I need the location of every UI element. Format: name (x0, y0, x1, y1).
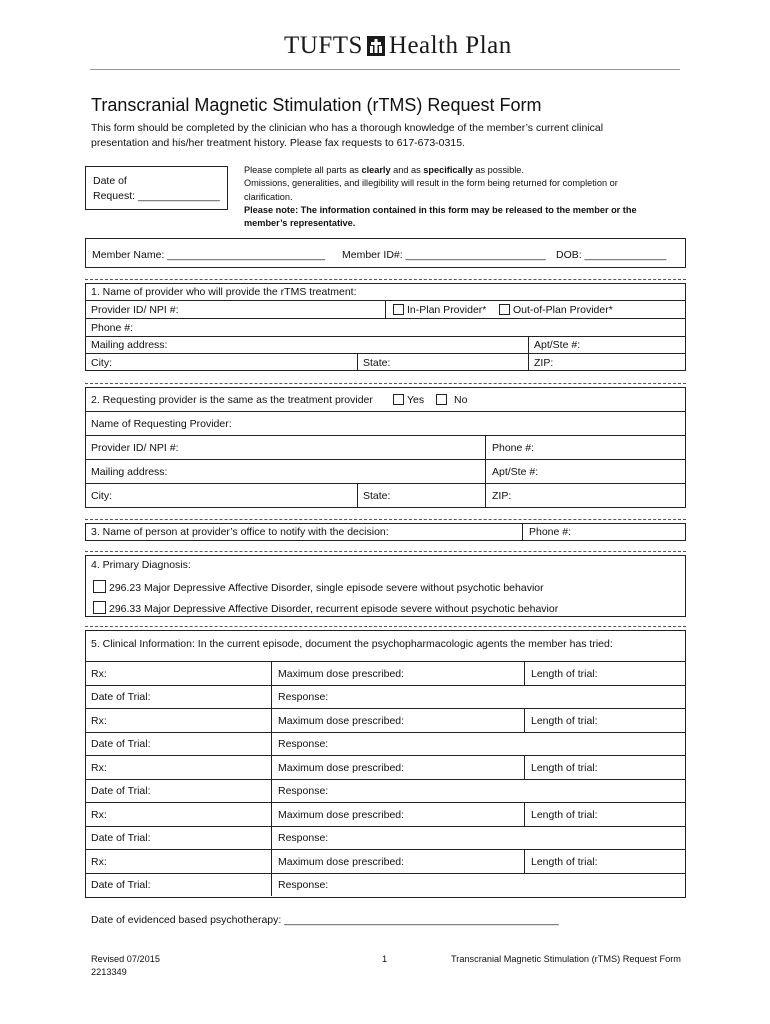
response-field[interactable]: Response: (278, 691, 329, 703)
member-id-field[interactable]: Member ID#: ________________________ (342, 249, 546, 261)
rx-field[interactable]: Rx: (91, 715, 107, 727)
in-plan-checkbox[interactable] (393, 304, 404, 315)
section2-mailing-field[interactable]: Mailing address: (91, 466, 168, 478)
trial-length-field[interactable]: Length of trial: (531, 809, 598, 821)
logo-icon (367, 36, 385, 56)
section2-zip-field[interactable]: ZIP: (492, 490, 512, 502)
intro-line-1: This form should be completed by the clinician who has a thorough knowledge of the member’s current clinical (91, 122, 604, 134)
footer-page-number: 1 (382, 954, 388, 964)
section2-npi-field[interactable]: Provider ID/ NPI #: (91, 442, 179, 454)
note-line-4: Please note: The information contained in this form may be released to the member or the (244, 204, 637, 215)
section2-yes-option[interactable]: Yes (393, 394, 424, 406)
page-title: Transcranial Magnetic Stimulation (rTMS) Request Form (91, 95, 542, 115)
section5-heading: 5. Clinical Information: In the current episode, document the psychopharmacologic agents the member has tried: (91, 638, 613, 650)
logo-text-left: TUFTS (284, 32, 363, 59)
section2-apt-field[interactable]: Apt/Ste #: (492, 466, 539, 478)
section4-heading: 4. Primary Diagnosis: (91, 559, 191, 571)
rx-field[interactable]: Rx: (91, 809, 107, 821)
note-line-3: clarification. (244, 191, 293, 202)
trial-length-field[interactable]: Length of trial: (531, 762, 598, 774)
intro-text (91, 121, 681, 151)
response-field[interactable]: Response: (278, 879, 329, 891)
footer-form-name: Transcranial Magnetic Stimulation (rTMS) Request Form (451, 954, 681, 964)
out-of-plan-checkbox[interactable] (499, 304, 510, 315)
trial-date-field[interactable]: Date of Trial: (91, 738, 151, 750)
section1-zip-field[interactable]: ZIP: (534, 357, 554, 369)
no-checkbox[interactable] (436, 394, 447, 405)
diagnosis-option-2[interactable]: 296.33 Major Depressive Affective Disorder, recurrent episode severe without psychotic behavior (93, 601, 558, 615)
note-line-5: member’s representative. (244, 218, 356, 229)
section2-heading: 2. Requesting provider is the same as the treatment provider (91, 394, 373, 406)
out-of-plan-option[interactable]: Out-of-Plan Provider* (499, 304, 613, 316)
section2-phone-field[interactable]: Phone #: (492, 442, 535, 454)
section1-phone-field[interactable]: Phone #: (91, 322, 134, 334)
response-field[interactable]: Response: (278, 832, 329, 844)
instructions-notes (244, 164, 674, 230)
rx-field[interactable]: Rx: (91, 762, 107, 774)
tufts-health-plan-logo (284, 32, 512, 60)
dob-field[interactable]: DOB: ______________ (556, 249, 667, 261)
section2-city-field[interactable]: City: (91, 490, 112, 502)
trial-length-field[interactable]: Length of trial: (531, 856, 598, 868)
date-request-label-1: Date of (93, 175, 127, 187)
requesting-provider-name-field[interactable]: Name of Requesting Provider: (91, 418, 232, 430)
header-divider (90, 69, 680, 70)
section1-state-field[interactable]: State: (363, 357, 391, 369)
section2-divider (85, 383, 686, 384)
section1-city-field[interactable]: City: (91, 357, 112, 369)
section2-no-option[interactable]: No (436, 394, 467, 406)
notify-person-field[interactable]: 3. Name of person at provider’s office to notify with the decision: (91, 526, 389, 538)
date-of-request-box[interactable] (85, 166, 228, 210)
response-field[interactable]: Response: (278, 738, 329, 750)
max-dose-field[interactable]: Maximum dose prescribed: (278, 668, 405, 680)
rx-field[interactable]: Rx: (91, 668, 107, 680)
section1-divider (85, 279, 686, 280)
section4-divider (85, 551, 686, 552)
note-line-2: Omissions, generalities, and illegibility will result in the form being returned for completion or (244, 178, 618, 189)
section1-heading: 1. Name of provider who will provide the rTMS treatment: (91, 286, 357, 298)
trial-date-field[interactable]: Date of Trial: (91, 879, 151, 891)
psychotherapy-date-field[interactable]: Date of evidenced based psychotherapy: _______________________________________________ (91, 914, 559, 926)
diagnosis-1-checkbox[interactable] (93, 580, 106, 593)
trial-date-field[interactable]: Date of Trial: (91, 691, 151, 703)
section3-phone-field[interactable]: Phone #: (529, 526, 572, 538)
section1-mailing-field[interactable]: Mailing address: (91, 339, 168, 351)
note-line-1: Please complete all parts as clearly and as specifically as possible. (244, 165, 524, 175)
max-dose-field[interactable]: Maximum dose prescribed: (278, 762, 405, 774)
trial-length-field[interactable]: Length of trial: (531, 668, 598, 680)
trial-length-field[interactable]: Length of trial: (531, 715, 598, 727)
section1-npi-field[interactable]: Provider ID/ NPI #: (91, 304, 179, 316)
in-plan-option[interactable]: In-Plan Provider* (393, 304, 486, 316)
trial-date-field[interactable]: Date of Trial: (91, 785, 151, 797)
date-request-label-2: Request: ______________ (93, 190, 220, 202)
max-dose-field[interactable]: Maximum dose prescribed: (278, 715, 405, 727)
footer-form-code: 2213349 (91, 967, 127, 977)
member-name-field[interactable]: Member Name: ___________________________ (92, 249, 325, 261)
max-dose-field[interactable]: Maximum dose prescribed: (278, 856, 405, 868)
section3-divider (85, 519, 686, 520)
section5-divider (85, 626, 686, 627)
trial-date-field[interactable]: Date of Trial: (91, 832, 151, 844)
section1-apt-field[interactable]: Apt/Ste #: (534, 339, 581, 351)
response-field[interactable]: Response: (278, 785, 329, 797)
diagnosis-2-checkbox[interactable] (93, 601, 106, 614)
logo-text-right: Health Plan (388, 32, 512, 59)
section2-state-field[interactable]: State: (363, 490, 391, 502)
footer-revised: Revised 07/2015 (91, 954, 160, 964)
intro-line-2: presentation and his/her treatment history. Please fax requests to 617-673-0315. (91, 137, 465, 149)
max-dose-field[interactable]: Maximum dose prescribed: (278, 809, 405, 821)
diagnosis-option-1[interactable]: 296.23 Major Depressive Affective Disorder, single episode severe without psychotic behavior (93, 580, 544, 594)
yes-checkbox[interactable] (393, 394, 404, 405)
rx-field[interactable]: Rx: (91, 856, 107, 868)
